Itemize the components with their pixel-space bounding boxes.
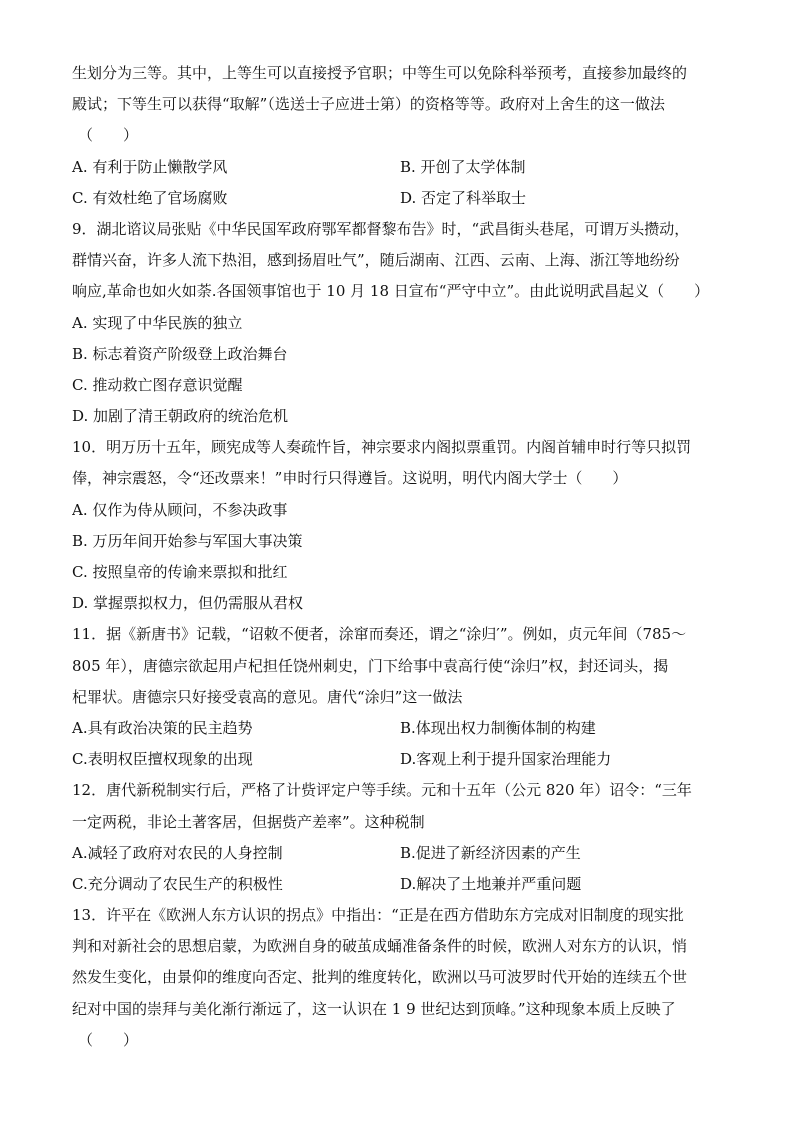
option-row [72, 869, 728, 900]
question-8 [72, 58, 728, 214]
question-text-line: 生划分为三等。其中，上等生可以直接授予官职；中等生可以免除科举预考，直接参加最终的 [72, 64, 688, 82]
option-d: D. 掌握票拟权力，但仍需服从君权 [72, 594, 304, 613]
exam-page [72, 58, 728, 1056]
option-c: C. 有效杜绝了官场腐败 [72, 188, 228, 207]
question-text-line: 一定两税，非论土著客居，但据赀产差率”。这种税制 [72, 812, 425, 831]
answer-blank: （ ） [78, 1030, 139, 1049]
option-d: D.解决了土地兼并严重问题 [400, 874, 582, 893]
option-a: A. 有利于防止懒散学风 [72, 157, 228, 176]
question-12 [72, 775, 728, 900]
option-d: D. 否定了科举取士 [400, 188, 527, 207]
option-row [72, 744, 728, 775]
question-text-line: 纪对中国的崇拜与美化渐行渐远了，这一认识在 1 9 世纪达到顶峰。”这种现象本质上反映了 [72, 999, 676, 1018]
question-text-line: 9．湖北谘议局张贴《中华民国军政府鄂军都督黎布告》时，“武昌街头巷尾，可谓万头攒动， [72, 219, 690, 238]
option-b: B. 标志着资产阶级登上政治舞台 [72, 344, 288, 363]
option-row [72, 838, 728, 869]
option-b: B. 万历年间开始参与军国大事决策 [72, 531, 303, 550]
option-b: B.体现出权力制衡体制的构建 [400, 718, 596, 737]
question-text-line: 805 年），唐德宗欲起用卢杞担任饶州刺史，门下给事中袁高行使“涂归”权，封还词头，揭 [72, 656, 669, 675]
option-b: B.促进了新经济因素的产生 [400, 843, 581, 862]
option-a: A.减轻了政府对农民的人身控制 [72, 843, 283, 862]
option-c: C.充分调动了农民生产的积极性 [72, 874, 283, 893]
option-row [72, 152, 728, 183]
question-9 [72, 214, 728, 432]
question-text-line: 12．唐代新税制实行后，严格了计赀评定户等手续。元和十五年（公元 820 年）诏令：“三年 [72, 781, 692, 800]
option-c: C. 推动救亡图存意识觉醒 [72, 375, 243, 394]
question-text-line: 13．许平在《欧洲人东方认识的拐点》中指出：“正是在西方借助东方完成对旧制度的现实批 [72, 906, 684, 925]
question-text-line: 响应,革命也如火如荼.各国领事馆也于 10 月 18 日宣布“严守中立”。由此说明武昌起义（ ） [72, 282, 710, 301]
option-row [72, 183, 728, 214]
question-11 [72, 619, 728, 775]
option-a: A. 仅作为侍从顾问，不参决政事 [72, 500, 288, 519]
question-text-line: 10．明万历十五年，顾宪成等人奏疏忤旨，神宗要求内阁拟票重罚。内阁首辅申时行等只拟罚 [72, 438, 692, 457]
option-row [72, 713, 728, 744]
question-text-line: 杞罪状。唐德宗只好接受袁高的意见。唐代“涂归”这一做法 [72, 687, 463, 706]
answer-blank: （ ） [78, 126, 139, 145]
question-text-line: 殿试；下等生可以获得“取解”（选送士子应进士第）的资格等等。政府对上舍生的这一做法 [72, 95, 665, 114]
option-a: A. 实现了中华民族的独立 [72, 313, 243, 332]
option-c: C. 按照皇帝的传谕来票拟和批红 [72, 563, 288, 581]
question-10 [72, 432, 728, 619]
option-b: B. 开创了太学体制 [400, 157, 526, 176]
option-d: D.客观上利于提升国家治理能力 [400, 750, 612, 769]
option-d: D. 加剧了清王朝政府的统治危机 [72, 407, 289, 426]
question-text-line: 判和对新社会的思想启蒙，为欧洲自身的破茧成蛹准备条件的时候，欧洲人对东方的认识，悄 [72, 937, 688, 956]
question-text-line: 群情兴奋，许多人流下热泪，感到扬眉吐气”，随后湖南、江西、云南、上海、浙江等地纷纷 [72, 251, 680, 270]
option-c: C.表明权臣擅权现象的出现 [72, 750, 253, 769]
question-13 [72, 900, 728, 1056]
question-text-line: 然发生变化，由景仰的维度向否定、批判的维度转化，欧洲以马可波罗时代开始的连续五个世 [72, 968, 688, 987]
question-text-line: 俸，神宗震怒，令“还改票来！”申时行只得遵旨。这说明，明代内阁大学士（ ） [72, 469, 628, 488]
question-text-line: 11．据《新唐书》记载，“诏敕不便者，涂窜而奏还，谓之“涂归′”。例如，贞元年间（785～ [72, 625, 687, 644]
option-a: A.具有政治决策的民主趋势 [72, 718, 253, 737]
